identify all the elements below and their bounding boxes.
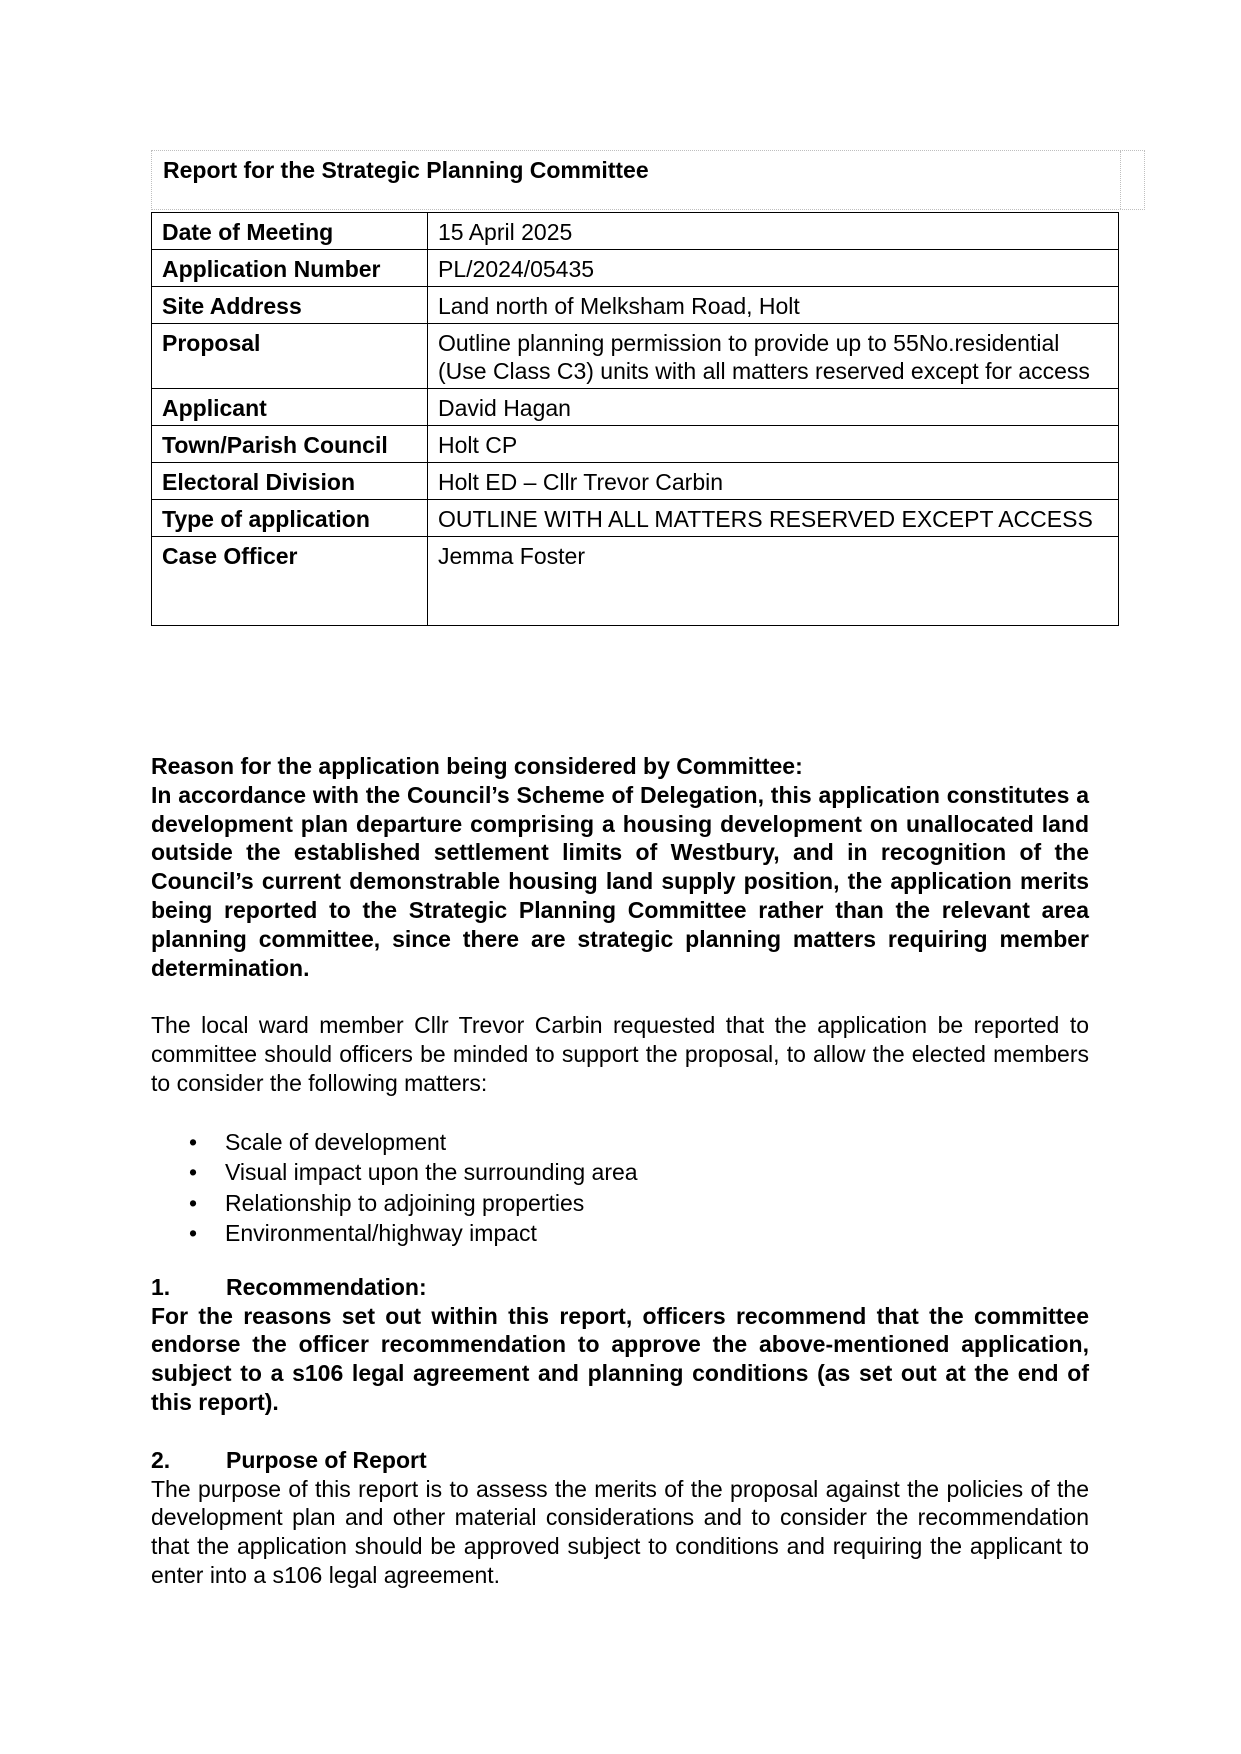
list-item: • Visual impact upon the surrounding area xyxy=(151,1157,1089,1188)
date-of-meeting-value: 15 April 2025 xyxy=(428,213,1119,250)
reason-heading: Reason for the application being considered by Committee: xyxy=(151,753,803,779)
list-item: • Environmental/highway impact xyxy=(151,1218,1089,1249)
applicant-value: David Hagan xyxy=(428,389,1119,426)
reason-body: In accordance with the Council’s Scheme of Delegation, this application constitutes a development plan departure comprising a housing development on unallocated land outside the established settlement limits of Westbury, and in recognition of the Council’s current demonstrable housing land supply position, the application merits being reported to the Strategic Planning Committee rather than the relevant area planning committee, since there are strategic planning matters requiring member determination. xyxy=(151,781,1089,981)
table-row xyxy=(152,500,1119,537)
proposal-label: Proposal xyxy=(152,324,428,389)
application-number-value: PL/2024/05435 xyxy=(428,250,1119,287)
table-row xyxy=(152,537,1119,626)
table-row xyxy=(152,426,1119,463)
report-title: Report for the Strategic Planning Committee xyxy=(163,157,649,183)
section-title: Recommendation: xyxy=(226,1273,427,1300)
application-number-label: Application Number xyxy=(152,250,428,287)
site-address-label: Site Address xyxy=(152,287,428,324)
table-row xyxy=(152,250,1119,287)
ward-member-paragraph: The local ward member Cllr Trevor Carbin requested that the application be reported to committee should officers be minded to support the proposal, to allow the elected members to consider the following matters: xyxy=(151,1012,1089,1096)
table-row xyxy=(152,389,1119,426)
application-type-value: OUTLINE WITH ALL MATTERS RESERVED EXCEPT ACCESS xyxy=(428,500,1119,537)
date-of-meeting-label: Date of Meeting xyxy=(152,213,428,250)
application-info-table xyxy=(151,212,1119,626)
list-item: • Scale of development xyxy=(151,1127,1089,1158)
proposal-value: Outline planning permission to provide up to 55No.residential (Use Class C3) units with all matters reserved except for access xyxy=(428,324,1119,389)
purpose-heading xyxy=(151,1446,1089,1475)
table-row xyxy=(152,213,1119,250)
parish-council-value: Holt CP xyxy=(428,426,1119,463)
header-box-divider xyxy=(1120,151,1122,209)
section-title: Purpose of Report xyxy=(226,1446,427,1473)
site-address-value: Land north of Melksham Road, Holt xyxy=(428,287,1119,324)
parish-council-label: Town/Parish Council xyxy=(152,426,428,463)
section-number: 2. xyxy=(151,1446,171,1473)
recommendation-body: For the reasons set out within this report, officers recommend that the committee endorse the officer recommendation to approve the above-mentioned application, subject to a s106 legal agreement and planning conditions (as set out at the end of this report). xyxy=(151,1302,1089,1415)
report-body xyxy=(151,752,1089,1590)
list-item: • Relationship to adjoining properties xyxy=(151,1188,1089,1219)
application-type-label: Type of application xyxy=(152,500,428,537)
matters-list xyxy=(151,1127,1089,1249)
purpose-body: The purpose of this report is to assess the merits of the proposal against the policies of the development plan and other material considerations and to consider the recommendation that the application should be approved subject to conditions and requiring the applicant to enter into a s106 legal agreement. xyxy=(151,1475,1089,1588)
section-number: 1. xyxy=(151,1273,171,1300)
case-officer-label: Case Officer xyxy=(152,537,428,626)
table-row xyxy=(152,463,1119,500)
recommendation-heading xyxy=(151,1273,1089,1302)
applicant-label: Applicant xyxy=(152,389,428,426)
table-row xyxy=(152,324,1119,389)
case-officer-value: Jemma Foster xyxy=(428,537,1119,626)
electoral-division-label: Electoral Division xyxy=(152,463,428,500)
table-row xyxy=(152,287,1119,324)
electoral-division-value: Holt ED – Cllr Trevor Carbin xyxy=(428,463,1119,500)
